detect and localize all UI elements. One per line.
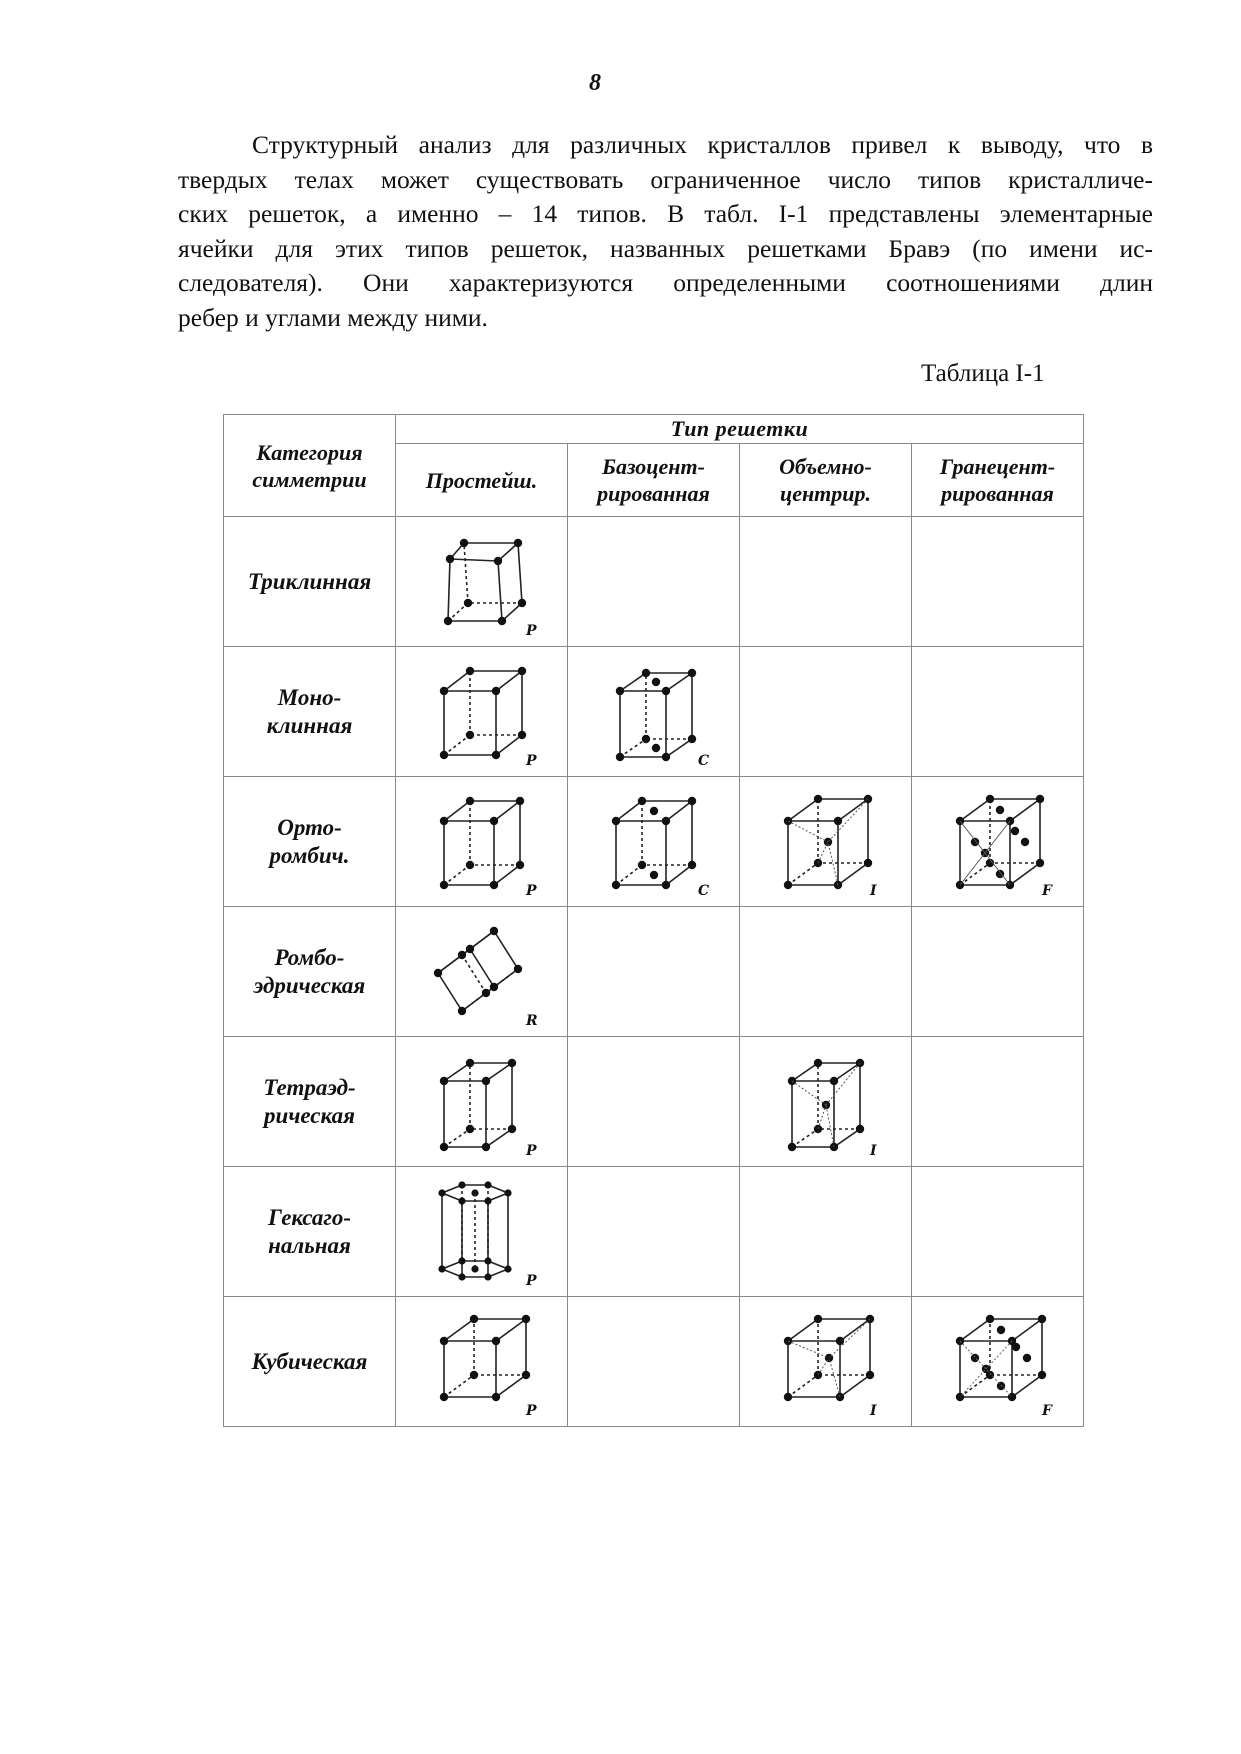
diagonal-line xyxy=(829,1358,840,1397)
unit-cell xyxy=(740,1297,912,1427)
lattice-atom xyxy=(459,538,467,546)
cell-edge xyxy=(666,739,692,757)
lattice-atom xyxy=(484,1273,491,1280)
cell-edge xyxy=(444,671,470,691)
cell-edge xyxy=(620,673,646,691)
symmetry-category xyxy=(224,777,396,907)
lattice-atom xyxy=(1020,837,1028,845)
lattice-atom xyxy=(469,1314,477,1322)
lattice-type-label: P xyxy=(525,622,537,639)
lattice-atom xyxy=(641,734,649,742)
lattice-atom xyxy=(465,944,473,952)
lattice-atom xyxy=(465,1124,473,1132)
lattice-atom xyxy=(465,860,473,868)
cell-edge xyxy=(470,949,494,987)
lattice-atom xyxy=(507,1124,515,1132)
lattice-atom xyxy=(507,1058,515,1066)
lattice-atom xyxy=(489,816,497,824)
lattice-atom xyxy=(995,869,1003,877)
lattice-atom xyxy=(463,598,471,606)
diagonal-line xyxy=(788,821,828,842)
lattice-atom xyxy=(489,982,497,990)
lattice-atom xyxy=(433,968,441,976)
lattice-atom xyxy=(481,1076,489,1084)
paragraph-line: ребер и углами между ними. xyxy=(178,302,488,332)
unit-cell xyxy=(568,777,740,907)
empty-cell xyxy=(740,1167,912,1297)
lattice-atom xyxy=(649,806,657,814)
lattice-atom xyxy=(458,1181,465,1188)
cell-edge xyxy=(494,865,520,885)
lattice-atom xyxy=(439,816,447,824)
unit-cell xyxy=(396,777,568,907)
symmetry-category-line: эдрическая xyxy=(253,972,366,998)
lattice-atom xyxy=(465,666,473,674)
unit-cell-diagram xyxy=(766,1041,886,1163)
column-header-line: Объемно- xyxy=(779,454,872,479)
column-header xyxy=(912,444,1084,517)
cell-edge xyxy=(464,543,468,603)
cell-edge xyxy=(960,1375,990,1397)
cell-edge xyxy=(1012,1319,1042,1341)
lattice-type-label: P xyxy=(525,1142,537,1159)
lattice-type-label: I xyxy=(869,1142,877,1159)
symmetry-category-line: клинная xyxy=(266,712,353,738)
cell-edge xyxy=(496,1319,526,1341)
unit-cell xyxy=(740,1037,912,1167)
lattice-atom xyxy=(484,1257,491,1264)
cell-edge xyxy=(496,735,522,755)
unit-cell-diagram xyxy=(938,1301,1058,1423)
symmetry-category xyxy=(224,907,396,1037)
lattice-atom xyxy=(637,860,645,868)
table-row xyxy=(224,647,1084,777)
cell-edge xyxy=(960,1319,990,1341)
lattice-atom xyxy=(481,1142,489,1150)
symmetry-category xyxy=(224,1167,396,1297)
unit-cell xyxy=(396,1167,568,1297)
cell-edge xyxy=(444,801,470,821)
lattice-type-label: I xyxy=(869,1402,877,1419)
paragraph-line: ячейки для этих типов решеток, названных решетками Бравэ (по имени ис- xyxy=(178,233,1153,263)
paragraph-line: ских решеток, а именно – 14 типов. В табл. I-1 представлены элементарные xyxy=(178,199,1153,228)
unit-cell-diagram xyxy=(422,911,542,1033)
lattice-atom xyxy=(687,796,695,804)
lattice-atom xyxy=(661,686,669,694)
lattice-atom xyxy=(615,686,623,694)
lattice-atom xyxy=(637,796,645,804)
lattice-atom xyxy=(855,1124,863,1132)
cell-edge xyxy=(1010,799,1040,821)
unit-cell xyxy=(912,1297,1084,1427)
lattice-atom xyxy=(1011,1342,1019,1350)
lattice-atom xyxy=(783,1392,791,1400)
lattice-atom xyxy=(439,750,447,758)
lattice-atom xyxy=(439,1336,447,1344)
lattice-atom xyxy=(521,1370,529,1378)
unit-cell-diagram xyxy=(938,781,1058,903)
lattice-atom xyxy=(1035,858,1043,866)
body-paragraph xyxy=(178,128,1153,335)
lattice-atom xyxy=(1022,1353,1030,1361)
column-header-line: рированная xyxy=(941,481,1054,506)
column-header-line: центрир. xyxy=(779,481,872,506)
table-caption: Таблица I-1 xyxy=(921,360,1045,387)
lattice-atom xyxy=(687,734,695,742)
cell-edge xyxy=(616,865,642,885)
lattice-type-label: P xyxy=(525,882,537,899)
unit-cell xyxy=(912,777,1084,907)
cell-edge xyxy=(788,799,818,821)
lattice-atom xyxy=(1037,1314,1045,1322)
unit-cell-diagram xyxy=(766,781,886,903)
lattice-atom xyxy=(465,730,473,738)
cell-edge xyxy=(616,801,642,821)
empty-cell xyxy=(740,907,912,1037)
unit-cell-diagram xyxy=(422,651,542,773)
lattice-atom xyxy=(661,752,669,760)
cell-edge xyxy=(792,1063,818,1081)
lattice-atom xyxy=(651,743,659,751)
cell-edge xyxy=(494,801,520,821)
symmetry-category xyxy=(224,647,396,777)
column-header-line: Простейш. xyxy=(425,467,538,493)
symmetry-category-line: Орто- xyxy=(277,814,342,840)
cell-edge xyxy=(620,739,646,757)
unit-cell xyxy=(396,907,568,1037)
lattice-atom xyxy=(517,666,525,674)
cell-edge xyxy=(444,865,470,885)
lattice-atom xyxy=(439,1076,447,1084)
lattice-atom xyxy=(687,668,695,676)
column-header xyxy=(396,444,568,517)
lattice-atom xyxy=(515,860,523,868)
column-header-line: Базоцент- xyxy=(602,454,705,479)
empty-cell xyxy=(568,1297,740,1427)
lattice-atom xyxy=(491,1336,499,1344)
lattice-atom xyxy=(465,796,473,804)
lattice-type-label: F xyxy=(1041,882,1052,899)
cell-edge xyxy=(444,1319,474,1341)
lattice-atom xyxy=(465,1058,473,1066)
lattice-atom xyxy=(995,805,1003,813)
lattice-type-label: C xyxy=(697,882,709,899)
empty-cell xyxy=(912,517,1084,647)
cell-edge xyxy=(486,1129,512,1147)
cell-edge xyxy=(788,863,818,885)
category-header-line: Категория xyxy=(256,439,363,465)
unit-cell xyxy=(396,1297,568,1427)
table-row xyxy=(224,907,1084,1037)
lattice-atom xyxy=(491,686,499,694)
lattice-atom xyxy=(787,1142,795,1150)
empty-cell xyxy=(912,907,1084,1037)
symmetry-category-line: нальная xyxy=(268,1232,351,1258)
lattice-atom xyxy=(469,1370,477,1378)
lattice-atom xyxy=(611,880,619,888)
cell-edge xyxy=(438,973,462,1011)
lattice-atom xyxy=(504,1189,511,1196)
lattice-atom xyxy=(439,1142,447,1150)
column-header-line: рированная xyxy=(597,481,710,506)
empty-cell xyxy=(568,907,740,1037)
lattice-atom xyxy=(615,752,623,760)
table-row xyxy=(224,777,1084,907)
cell-edge xyxy=(960,799,990,821)
lattice-atom xyxy=(970,1353,978,1361)
cell-edge xyxy=(462,955,486,993)
empty-cell xyxy=(568,1167,740,1297)
lattice-atom xyxy=(783,880,791,888)
lattice-atom xyxy=(491,750,499,758)
empty-cell xyxy=(912,1167,1084,1297)
column-header xyxy=(568,444,740,517)
diagonal-line xyxy=(788,1341,829,1358)
symmetry-category-line: Кубическая xyxy=(251,1348,368,1374)
cell-edge xyxy=(838,799,868,821)
lattice-atom xyxy=(484,1181,491,1188)
lattice-type-label: F xyxy=(1041,1402,1052,1419)
cell-edge xyxy=(666,865,692,885)
lattice-atom xyxy=(439,880,447,888)
empty-cell xyxy=(568,1037,740,1167)
cell-edge xyxy=(518,543,522,603)
cell-edge xyxy=(486,1063,512,1081)
cell-edge xyxy=(496,671,522,691)
cell-edge xyxy=(494,969,518,987)
lattice-atom xyxy=(458,1257,465,1264)
unit-cell xyxy=(396,647,568,777)
paragraph-line: Структурный анализ для различных кристаллов привел к выводу, что в xyxy=(252,130,1153,159)
lattice-atom xyxy=(491,1392,499,1400)
empty-cell xyxy=(912,647,1084,777)
empty-cell xyxy=(912,1037,1084,1167)
table-row xyxy=(224,1037,1084,1167)
table-row xyxy=(224,1297,1084,1427)
paragraph-line: следователя). Они характеризуются определенными соотношениями длин xyxy=(178,268,1153,297)
lattice-atom xyxy=(439,1392,447,1400)
lattice-atom xyxy=(661,816,669,824)
diagonal-line xyxy=(826,1105,834,1147)
cell-edge xyxy=(444,1063,470,1081)
symmetry-category-line: Гексаго- xyxy=(268,1204,351,1230)
cell-edge xyxy=(444,1375,474,1397)
lattice-atom xyxy=(813,1314,821,1322)
cell-edge xyxy=(494,931,518,969)
lattice-atom xyxy=(1010,826,1018,834)
cell-edge xyxy=(840,1319,870,1341)
lattice-type-label: C xyxy=(697,752,709,769)
lattice-atom xyxy=(521,1314,529,1322)
empty-cell xyxy=(740,647,912,777)
lattice-atom xyxy=(833,816,841,824)
unit-cell-diagram xyxy=(422,1301,542,1423)
cell-edge xyxy=(666,673,692,691)
cell-edge xyxy=(788,1375,818,1397)
lattice-atom xyxy=(438,1189,445,1196)
unit-cell xyxy=(396,1037,568,1167)
lattice-type-label: I xyxy=(869,882,877,899)
unit-cell-diagram xyxy=(422,521,542,643)
lattice-atom xyxy=(458,1197,465,1204)
symmetry-category-line: Ромбо- xyxy=(274,944,345,970)
cell-edge xyxy=(834,1129,860,1147)
unit-cell xyxy=(396,517,568,647)
lattice-atom xyxy=(1037,1370,1045,1378)
column-header-line: Гранецент- xyxy=(939,454,1056,479)
lattice-atom xyxy=(438,1265,445,1272)
cell-edge xyxy=(470,931,494,949)
unit-cell-diagram xyxy=(766,1301,886,1423)
lattice-atom xyxy=(1035,794,1043,802)
unit-cell-diagram xyxy=(422,781,542,903)
symmetry-category xyxy=(224,1297,396,1427)
lattice-atom xyxy=(985,1314,993,1322)
lattice-atom xyxy=(489,880,497,888)
symmetry-category-line: Тетраэд- xyxy=(263,1074,356,1100)
cell-edge xyxy=(840,1375,870,1397)
page-number: 8 xyxy=(589,70,601,96)
lattice-atom xyxy=(865,1370,873,1378)
lattice-atom xyxy=(458,1273,465,1280)
unit-cell xyxy=(740,777,912,907)
lattice-atom xyxy=(489,926,497,934)
empty-cell xyxy=(740,517,912,647)
cell-edge xyxy=(838,863,868,885)
cell-edge xyxy=(1010,863,1040,885)
lattice-atom xyxy=(484,1197,491,1204)
lattice-atom xyxy=(443,616,451,624)
lattice-atom xyxy=(439,686,447,694)
lattice-atom xyxy=(513,538,521,546)
lattice-atom xyxy=(981,1364,989,1372)
unit-cell-diagram xyxy=(422,1041,542,1163)
lattice-atom xyxy=(651,677,659,685)
symmetry-category-line: рическая xyxy=(264,1102,355,1128)
lattice-atom xyxy=(497,616,505,624)
column-header xyxy=(740,444,912,517)
cell-edge xyxy=(450,559,498,561)
lattice-atom xyxy=(457,950,465,958)
bravais-lattice-table xyxy=(223,414,1084,1427)
lattice-atom xyxy=(813,794,821,802)
table-row xyxy=(224,1167,1084,1297)
lattice-atom xyxy=(517,598,525,606)
symmetry-category xyxy=(224,517,396,647)
unit-cell-diagram xyxy=(422,1171,542,1293)
cell-edge xyxy=(1012,1375,1042,1397)
lattice-atom xyxy=(515,796,523,804)
category-header xyxy=(224,415,396,517)
lattice-atom xyxy=(457,1006,465,1014)
lattice-atom xyxy=(863,858,871,866)
lattice-type-label: P xyxy=(525,1402,537,1419)
cell-edge xyxy=(498,561,502,621)
unit-cell-diagram xyxy=(594,781,714,903)
lattice-type-label: P xyxy=(525,1272,537,1289)
category-header-line: симметрии xyxy=(252,466,367,492)
unit-cell-diagram xyxy=(594,651,714,773)
lattice-type-label: P xyxy=(525,752,537,769)
diagonal-line xyxy=(829,1319,870,1358)
cell-edge xyxy=(444,735,470,755)
symmetry-category-line: Моно- xyxy=(277,684,342,710)
empty-cell xyxy=(568,517,740,647)
cell-edge xyxy=(666,801,692,821)
unit-cell xyxy=(568,647,740,777)
lattice-atom xyxy=(481,988,489,996)
symmetry-category-line: ромбич. xyxy=(269,842,350,868)
symmetry-category xyxy=(224,1037,396,1167)
lattice-atom xyxy=(504,1265,511,1272)
lattice-type-label: R xyxy=(525,1012,538,1029)
lattice-atom xyxy=(649,870,657,878)
lattice-atom xyxy=(996,1325,1004,1333)
lattice-atom xyxy=(513,964,521,972)
lattice-atom xyxy=(641,668,649,676)
cell-edge xyxy=(448,559,450,621)
lattice-atom xyxy=(517,730,525,738)
cell-edge xyxy=(788,1319,818,1341)
table-row xyxy=(224,517,1084,647)
paragraph-line: твердых телах может существовать ограниченное число типов кристалличе- xyxy=(178,164,1153,194)
cell-edge xyxy=(792,1129,818,1147)
lattice-atom xyxy=(493,556,501,564)
symmetry-category-line: Триклинная xyxy=(247,568,372,594)
lattice-atom xyxy=(829,1076,837,1084)
lattice-atom xyxy=(985,794,993,802)
diagonal-line xyxy=(792,1081,826,1105)
lattice-atom xyxy=(813,1058,821,1066)
lattice-type-header: Тип решетки xyxy=(396,415,1084,444)
lattice-atom xyxy=(835,1336,843,1344)
lattice-atom xyxy=(687,860,695,868)
lattice-atom xyxy=(611,816,619,824)
cell-edge xyxy=(496,1375,526,1397)
lattice-atom xyxy=(661,880,669,888)
lattice-atom xyxy=(970,837,978,845)
cell-edge xyxy=(438,955,462,973)
lattice-atom xyxy=(445,554,453,562)
cell-edge xyxy=(444,1129,470,1147)
